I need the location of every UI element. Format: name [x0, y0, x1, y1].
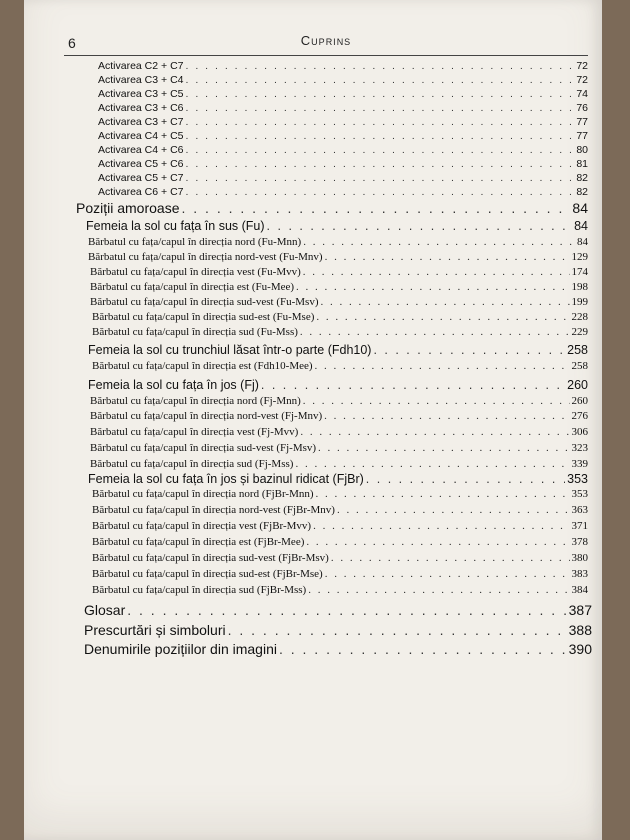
- toc-entry-title: Activarea C3 + C7: [98, 116, 184, 128]
- toc-entry-page: 174: [571, 266, 588, 278]
- toc-entry-page: 384: [571, 584, 588, 596]
- toc-entry-title: Denumirile pozițiilor din imagini: [84, 641, 277, 657]
- toc-entry-page: 199: [571, 296, 588, 308]
- toc-entry-page: 339: [571, 458, 588, 470]
- toc-entry-title: Activarea C4 + C6: [98, 144, 184, 156]
- dot-leader: [318, 442, 569, 454]
- dot-leader: [324, 410, 569, 422]
- toc-entry: [90, 442, 588, 454]
- toc-entry-title: Bărbatul cu fața/capul în direcția vest (Fj-Mvv): [90, 426, 299, 438]
- toc-entry: [92, 311, 588, 323]
- dot-leader: [308, 584, 569, 596]
- toc-entry: [98, 158, 588, 170]
- dot-leader: [127, 602, 566, 618]
- toc-entry-page: 258: [567, 343, 588, 357]
- toc-entry: [92, 360, 588, 372]
- toc-entry-title: Bărbatul cu fața/capul în direcția sud-vest (Fu-Msv): [90, 296, 319, 308]
- toc-entry: [98, 102, 588, 114]
- toc-subsection: [88, 472, 588, 486]
- toc-entry-title: Activarea C6 + C7: [98, 186, 184, 198]
- toc-entry-page: 77: [576, 130, 588, 142]
- dot-leader: [267, 219, 573, 233]
- toc-entry-title: Activarea C2 + C7: [98, 60, 184, 72]
- toc-entry-title: Activarea C5 + C6: [98, 158, 184, 170]
- running-head: Cuprins: [300, 33, 352, 48]
- toc-entry-page: 80: [576, 144, 588, 156]
- toc-entry: [90, 426, 588, 438]
- dot-leader: [186, 130, 575, 142]
- dot-leader: [186, 144, 575, 156]
- toc-entry-page: 129: [571, 251, 588, 263]
- toc-entry: [90, 410, 588, 422]
- toc-entry: [98, 88, 588, 100]
- toc-entry: [90, 266, 588, 278]
- toc-entry-title: Bărbatul cu fața/capul în direcția sud-vest (FjBr-Msv): [92, 552, 329, 564]
- toc-entry-page: 380: [571, 552, 588, 564]
- dot-leader: [228, 622, 567, 638]
- toc-entry: [98, 116, 588, 128]
- toc-entry-page: 198: [571, 281, 588, 293]
- toc-entry: [92, 568, 588, 580]
- toc-entry-title: Poziții amoroase: [76, 200, 180, 216]
- toc-entry-title: Activarea C3 + C4: [98, 74, 184, 86]
- dot-leader: [186, 74, 575, 86]
- toc-entry-title: Prescurtări și simboluri: [84, 622, 226, 638]
- toc-entry-page: 387: [568, 602, 592, 618]
- toc-entry-title: Bărbatul cu fața/capul în direcția est (Fu-Mee): [90, 281, 295, 293]
- toc-entry: [88, 251, 588, 263]
- toc-section: [84, 641, 592, 657]
- toc-entry-title: Activarea C3 + C5: [98, 88, 184, 100]
- toc-subsection: [88, 343, 588, 357]
- toc-entry-page: 260: [567, 378, 588, 392]
- toc-entry: [98, 186, 588, 198]
- dot-leader: [186, 102, 575, 114]
- toc-subsection: [88, 378, 588, 392]
- toc-entry-page: 388: [568, 622, 592, 638]
- toc-entry: [90, 395, 588, 407]
- toc-entry-page: 82: [576, 172, 588, 184]
- dot-leader: [313, 520, 569, 532]
- dot-leader: [325, 251, 570, 263]
- toc-entry-page: 383: [571, 568, 588, 580]
- toc-entry: [98, 130, 588, 142]
- toc-entry-page: 323: [571, 442, 588, 454]
- toc-entry: [88, 236, 588, 248]
- toc-entry-title: Bărbatul cu fața/capul în direcția est (FjBr-Mee): [92, 536, 305, 548]
- dot-leader: [303, 395, 570, 407]
- toc-entry-title: Bărbatul cu fața/capul în direcția sud (FjBr-Mss): [92, 584, 307, 596]
- dot-leader: [331, 552, 570, 564]
- dot-leader: [186, 158, 575, 170]
- dot-leader: [325, 568, 570, 580]
- toc-entry-page: 371: [571, 520, 588, 532]
- toc-entry-page: 84: [574, 219, 588, 233]
- dot-leader: [186, 116, 575, 128]
- toc-entry: [92, 326, 588, 338]
- toc-entry-title: Bărbatul cu fața/capul în direcția est (Fdh10-Mee): [92, 360, 313, 372]
- dot-leader: [186, 88, 575, 100]
- toc-entry: [92, 488, 588, 500]
- dot-leader: [261, 378, 565, 392]
- toc-entry-title: Bărbatul cu fața/capul în direcția nord (Fu-Mnn): [88, 236, 302, 248]
- toc-entry-page: 74: [576, 88, 588, 100]
- dot-leader: [296, 281, 569, 293]
- dot-leader: [316, 311, 569, 323]
- toc-entry-title: Activarea C3 + C6: [98, 102, 184, 114]
- toc-entry-page: 72: [576, 74, 588, 86]
- toc-entry-title: Activarea C5 + C7: [98, 172, 184, 184]
- toc-entry-page: 378: [571, 536, 588, 548]
- toc-entry: [98, 60, 588, 72]
- toc-entry-title: Bărbatul cu fața/capul în direcția sud (Fj-Mss): [90, 458, 294, 470]
- toc-entry-title: Bărbatul cu fața/capul în direcția sud-vest (Fj-Msv): [90, 442, 317, 454]
- book-page: [24, 0, 602, 840]
- toc-entry-page: 306: [571, 426, 588, 438]
- toc-entry: [90, 281, 588, 293]
- toc-entry-page: 390: [568, 641, 592, 657]
- toc-entry: [92, 536, 588, 548]
- toc-entry-page: 353: [571, 488, 588, 500]
- dot-leader: [337, 504, 570, 516]
- toc-entry: [98, 144, 588, 156]
- toc-entry-title: Bărbatul cu fața/capul în direcția sud-est (Fu-Mse): [92, 311, 315, 323]
- toc-entry-title: Bărbatul cu fața/capul în direcția vest (FjBr-Mvv): [92, 520, 312, 532]
- toc-entry-page: 82: [576, 186, 588, 198]
- dot-leader: [182, 200, 571, 216]
- toc-entry-page: 258: [571, 360, 588, 372]
- toc-entry: [98, 172, 588, 184]
- toc-entry-title: Femeia la sol cu fața în jos (Fj): [88, 378, 259, 392]
- toc-entry-title: Activarea C4 + C5: [98, 130, 184, 142]
- toc-entry-page: 76: [576, 102, 588, 114]
- toc-entry: [92, 504, 588, 516]
- dot-leader: [186, 172, 575, 184]
- dot-leader: [316, 488, 570, 500]
- dot-leader: [321, 296, 570, 308]
- dot-leader: [279, 641, 567, 657]
- toc-entry-title: Bărbatul cu fața/capul în direcția nord-vest (Fu-Mnv): [88, 251, 323, 263]
- toc-section: [84, 622, 592, 638]
- toc-entry: [92, 552, 588, 564]
- dot-leader: [295, 458, 569, 470]
- toc-entry-page: 228: [571, 311, 588, 323]
- toc-entry-page: 260: [571, 395, 588, 407]
- toc-section: [76, 200, 588, 216]
- page-number: 6: [68, 35, 76, 51]
- dot-leader: [303, 266, 570, 278]
- toc-entry-title: Bărbatul cu fața/capul în direcția nord (FjBr-Mnn): [92, 488, 314, 500]
- toc-entry-page: 84: [577, 236, 588, 248]
- toc-entry: [92, 520, 588, 532]
- dot-leader: [306, 536, 569, 548]
- toc-entry-title: Bărbatul cu fața/capul în direcția sud (Fu-Mss): [92, 326, 298, 338]
- toc-entry: [98, 74, 588, 86]
- toc-entry-title: Femeia la sol cu trunchiul lăsat într-o parte (Fdh10): [88, 343, 372, 357]
- toc-entry: [92, 584, 588, 596]
- dot-leader: [186, 60, 575, 72]
- dot-leader: [300, 326, 570, 338]
- toc-entry-page: 77: [576, 116, 588, 128]
- dot-leader: [300, 426, 569, 438]
- dot-leader: [186, 186, 575, 198]
- page-header: [64, 31, 588, 56]
- toc-entry-page: 84: [572, 200, 588, 216]
- toc-entry-title: Bărbatul cu fața/capul în direcția nord-vest (FjBr-Mnv): [92, 504, 335, 516]
- toc-subsection: [86, 219, 588, 233]
- toc-section: [84, 602, 592, 618]
- toc-entry: [90, 296, 588, 308]
- toc-entry-page: 229: [571, 326, 588, 338]
- toc-entry: [90, 458, 588, 470]
- toc-entry-title: Bărbatul cu fața/capul în direcția nord (Fj-Mnn): [90, 395, 301, 407]
- toc-entry-page: 81: [576, 158, 588, 170]
- toc-entry-page: 363: [571, 504, 588, 516]
- toc-entry-title: Bărbatul cu fața/capul în direcția nord-vest (Fj-Mnv): [90, 410, 323, 422]
- toc-entry-title: Bărbatul cu fața/capul în direcția sud-est (FjBr-Mse): [92, 568, 323, 580]
- dot-leader: [373, 343, 565, 357]
- toc-entry-page: 353: [567, 472, 588, 486]
- dot-leader: [315, 360, 570, 372]
- dot-leader: [366, 472, 565, 486]
- toc-entry-title: Femeia la sol cu fața în jos și bazinul ridicat (FjBr): [88, 472, 364, 486]
- dot-leader: [303, 236, 575, 248]
- toc-entry-page: 276: [571, 410, 588, 422]
- toc-entry-title: Femeia la sol cu fața în sus (Fu): [86, 219, 265, 233]
- toc-entry-title: Bărbatul cu fața/capul în direcția vest (Fu-Mvv): [90, 266, 301, 278]
- toc-entry-page: 72: [576, 60, 588, 72]
- toc-entry-title: Glosar: [84, 602, 126, 618]
